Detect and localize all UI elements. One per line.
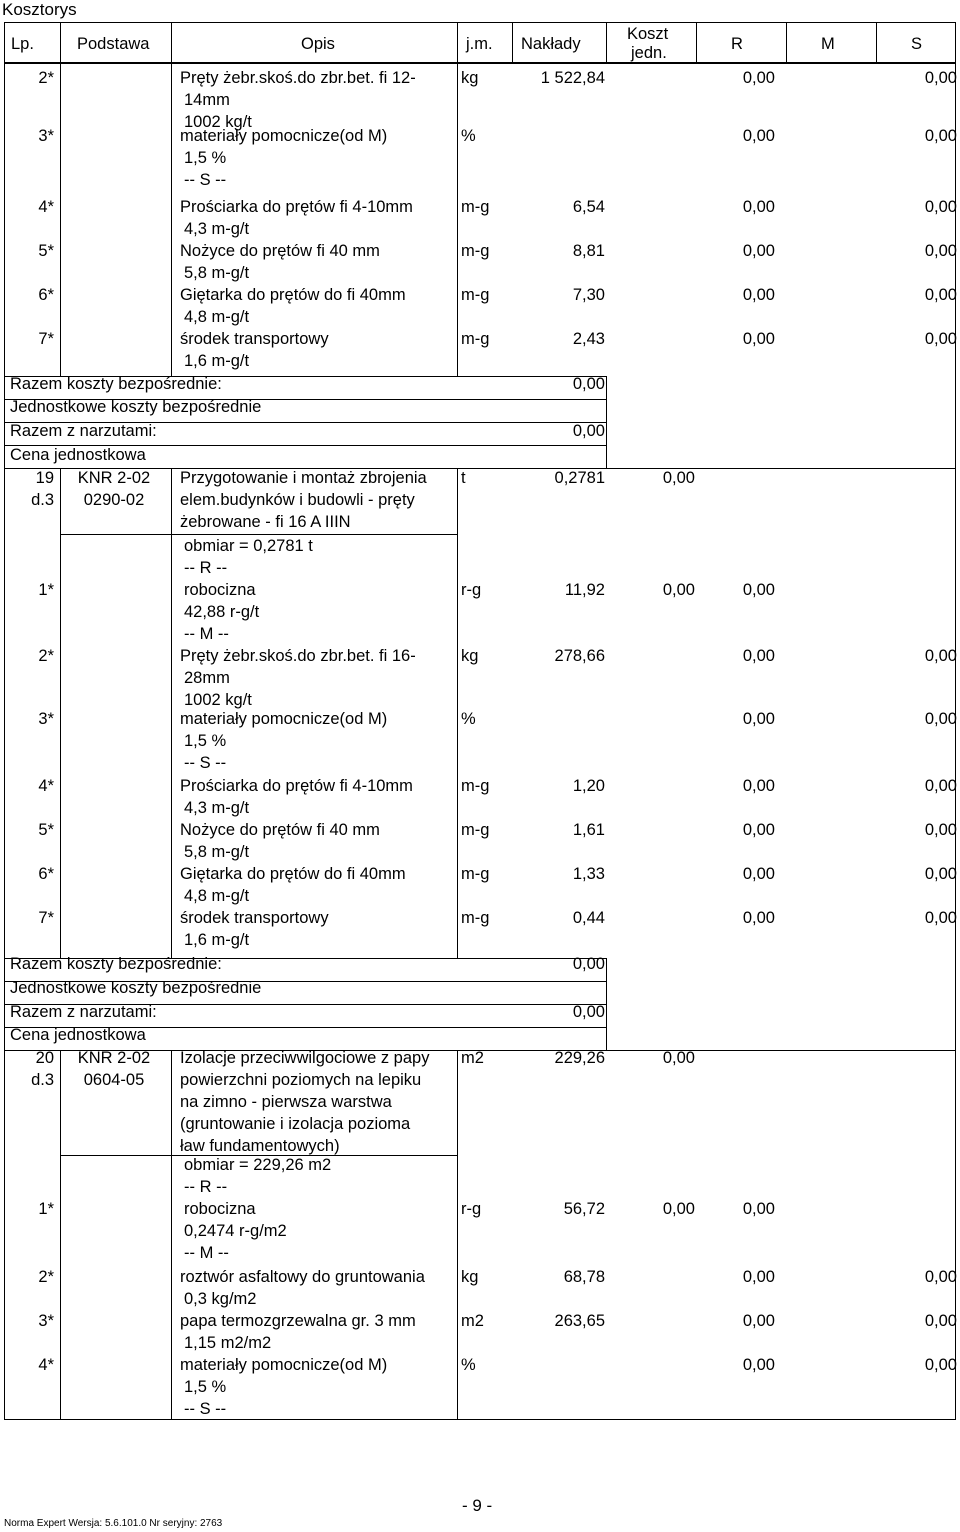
page-number: - 9 - bbox=[462, 1496, 493, 1515]
column-divider bbox=[171, 64, 172, 376]
summary-label: Cena jednostkowa bbox=[10, 1026, 146, 1044]
description-line: obmiar = 229,26 m2 bbox=[184, 1156, 332, 1174]
description-line: materiały pomocnicze(od M) bbox=[180, 1356, 388, 1374]
cost-m: 0,00 bbox=[742, 909, 775, 927]
description-line: robocizna bbox=[184, 581, 256, 599]
quantity: 0,2781 bbox=[554, 469, 605, 487]
quantity: 1 522,84 bbox=[540, 69, 605, 87]
column-divider bbox=[457, 64, 458, 376]
quantity: 7,30 bbox=[572, 286, 605, 304]
quantity: 229,26 bbox=[554, 1049, 605, 1067]
unit: % bbox=[461, 710, 476, 728]
column-divider bbox=[696, 22, 697, 64]
unit: m-g bbox=[461, 242, 490, 260]
summary-value: 0,00 bbox=[572, 422, 605, 440]
basis-code: KNR 2-02 bbox=[77, 1049, 151, 1067]
column-divider bbox=[606, 22, 607, 64]
position-number: 20 bbox=[35, 1049, 54, 1067]
col-koszt-jedn: jedn. bbox=[631, 44, 667, 62]
cost-s: 0,00 bbox=[924, 909, 957, 927]
col-r: R bbox=[731, 35, 743, 53]
summary-value: 0,00 bbox=[572, 375, 605, 393]
description-line: (gruntowanie i izolacja pozioma bbox=[180, 1115, 411, 1133]
description-line: 0,2474 r-g/m2 bbox=[184, 1222, 287, 1240]
cost-s: 0,00 bbox=[924, 127, 957, 145]
unit: m2 bbox=[461, 1312, 484, 1330]
cost-m: 0,00 bbox=[742, 821, 775, 839]
description-line: materiały pomocnicze(od M) bbox=[180, 710, 388, 728]
position-number: d.3 bbox=[31, 1071, 54, 1089]
column-divider bbox=[171, 22, 172, 64]
cost-s: 0,00 bbox=[924, 69, 957, 87]
description-line: Przygotowanie i montaż zbrojenia bbox=[180, 469, 427, 487]
cost-s: 0,00 bbox=[924, 1312, 957, 1330]
summary-label: Razem z narzutami: bbox=[10, 1003, 157, 1021]
item-number: 5* bbox=[38, 242, 54, 260]
description-line: Nożyce do prętów fi 40 mm bbox=[180, 821, 380, 839]
quantity: 6,54 bbox=[572, 198, 605, 216]
basis-code: 0604-05 bbox=[83, 1071, 145, 1089]
item-number: 6* bbox=[38, 286, 54, 304]
description-line: 1002 kg/t bbox=[184, 691, 252, 709]
col-koszt: Koszt bbox=[627, 25, 669, 43]
description-line: -- R -- bbox=[184, 1178, 228, 1196]
cost-r: 0,00 bbox=[662, 1049, 695, 1067]
unit: t bbox=[461, 469, 466, 487]
description-line: obmiar = 0,2781 t bbox=[184, 537, 313, 555]
cost-m: 0,00 bbox=[742, 1268, 775, 1286]
quantity: 1,61 bbox=[572, 821, 605, 839]
description-line: roztwór asfaltowy do gruntowania bbox=[180, 1268, 425, 1286]
description-line: środek transportowy bbox=[180, 909, 329, 927]
position-number: 19 bbox=[35, 469, 54, 487]
item-number: 2* bbox=[38, 647, 54, 665]
column-divider bbox=[171, 468, 172, 958]
summary-label: Jednostkowe koszty bezpośrednie bbox=[10, 398, 262, 416]
cost-m: 0,00 bbox=[742, 777, 775, 795]
quantity: 0,44 bbox=[572, 909, 605, 927]
cost-m: 0,00 bbox=[742, 1356, 775, 1374]
description-line: 5,8 m-g/t bbox=[184, 264, 250, 282]
cost-m: 0,00 bbox=[742, 865, 775, 883]
cost-m: 0,00 bbox=[742, 330, 775, 348]
column-divider bbox=[457, 22, 458, 64]
description-line: Giętarka do prętów do fi 40mm bbox=[180, 286, 406, 304]
item-number: 4* bbox=[38, 198, 54, 216]
cost-r: 0,00 bbox=[662, 581, 695, 599]
summary-label: Cena jednostkowa bbox=[10, 446, 146, 464]
summary-label: Razem koszty bezpośrednie: bbox=[10, 955, 222, 973]
item-number: 2* bbox=[38, 1268, 54, 1286]
summary-label: Jednostkowe koszty bezpośrednie bbox=[10, 979, 262, 997]
cost-s: 0,00 bbox=[924, 821, 957, 839]
col-lp: Lp. bbox=[11, 35, 34, 53]
unit: m-g bbox=[461, 330, 490, 348]
description-line: -- S -- bbox=[184, 754, 227, 772]
cost-m: 0,00 bbox=[742, 710, 775, 728]
column-divider bbox=[60, 64, 61, 376]
description-line: 1002 kg/t bbox=[184, 113, 252, 131]
quantity: 11,92 bbox=[564, 581, 605, 599]
description-line: 14mm bbox=[184, 91, 230, 109]
unit: m-g bbox=[461, 821, 490, 839]
column-divider bbox=[60, 468, 61, 958]
description-line: Prościarka do prętów fi 4-10mm bbox=[180, 777, 413, 795]
unit: m-g bbox=[461, 777, 490, 795]
unit: r-g bbox=[461, 1200, 482, 1218]
description-line: 4,3 m-g/t bbox=[184, 220, 250, 238]
cost-m: 0,00 bbox=[742, 1200, 775, 1218]
cost-s: 0,00 bbox=[924, 647, 957, 665]
position-number: d.3 bbox=[31, 491, 54, 509]
description-line: powierzchni poziomych na lepiku bbox=[180, 1071, 422, 1089]
column-divider bbox=[606, 376, 607, 468]
cost-s: 0,00 bbox=[924, 198, 957, 216]
cost-s: 0,00 bbox=[924, 330, 957, 348]
cost-s: 0,00 bbox=[924, 777, 957, 795]
description-line: Pręty żebr.skoś.do zbr.bet. fi 12- bbox=[180, 69, 416, 87]
description-line: Pręty żebr.skoś.do zbr.bet. fi 16- bbox=[180, 647, 416, 665]
description-line: 4,8 m-g/t bbox=[184, 308, 250, 326]
description-line: 0,3 kg/m2 bbox=[184, 1290, 257, 1308]
summary-value: 0,00 bbox=[572, 955, 605, 973]
description-line: środek transportowy bbox=[180, 330, 329, 348]
column-divider bbox=[876, 22, 877, 64]
quantity: 68,78 bbox=[563, 1268, 605, 1286]
description-line: elem.budynków i budowli - pręty bbox=[180, 491, 415, 509]
cost-r: 0,00 bbox=[662, 469, 695, 487]
description-line: 1,15 m2/m2 bbox=[184, 1334, 272, 1352]
cost-s: 0,00 bbox=[924, 242, 957, 260]
quantity: 2,43 bbox=[572, 330, 605, 348]
col-m: M bbox=[821, 35, 835, 53]
unit: % bbox=[461, 1356, 476, 1374]
col-naklady: Nakłady bbox=[521, 35, 581, 53]
description-line: -- M -- bbox=[184, 625, 229, 643]
quantity: 1,33 bbox=[572, 865, 605, 883]
item-number: 3* bbox=[38, 1312, 54, 1330]
cost-s: 0,00 bbox=[924, 1356, 957, 1374]
description-line: -- S -- bbox=[184, 171, 227, 189]
description-line: Izolacje przeciwwilgociowe z papy bbox=[180, 1049, 430, 1067]
cost-m: 0,00 bbox=[742, 1312, 775, 1330]
column-divider bbox=[60, 22, 61, 64]
cost-m: 0,00 bbox=[742, 127, 775, 145]
item-number: 3* bbox=[38, 710, 54, 728]
cost-m: 0,00 bbox=[742, 242, 775, 260]
cost-s: 0,00 bbox=[924, 710, 957, 728]
description-line: Giętarka do prętów do fi 40mm bbox=[180, 865, 406, 883]
description-line: 5,8 m-g/t bbox=[184, 843, 250, 861]
col-jm: j.m. bbox=[466, 35, 493, 53]
quantity: 1,20 bbox=[572, 777, 605, 795]
column-divider bbox=[606, 958, 607, 1050]
cost-m: 0,00 bbox=[742, 198, 775, 216]
item-number: 4* bbox=[38, 777, 54, 795]
item-number: 1* bbox=[38, 581, 54, 599]
cost-s: 0,00 bbox=[924, 286, 957, 304]
unit: kg bbox=[461, 1268, 479, 1286]
description-line: 28mm bbox=[184, 669, 230, 687]
unit: kg bbox=[461, 69, 479, 87]
document-title: Kosztorys bbox=[2, 0, 77, 19]
description-line: 1,5 % bbox=[184, 149, 227, 167]
row-divider bbox=[60, 534, 457, 535]
unit: m-g bbox=[461, 198, 490, 216]
description-line: robocizna bbox=[184, 1200, 256, 1218]
description-line: 4,3 m-g/t bbox=[184, 799, 250, 817]
column-divider bbox=[457, 468, 458, 958]
cost-m: 0,00 bbox=[742, 286, 775, 304]
column-divider bbox=[786, 22, 787, 64]
description-line: papa termozgrzewalna gr. 3 mm bbox=[180, 1312, 416, 1330]
description-line: -- R -- bbox=[184, 559, 228, 577]
col-podstawa: Podstawa bbox=[77, 35, 150, 53]
item-number: 4* bbox=[38, 1356, 54, 1374]
table-header bbox=[4, 22, 956, 64]
unit: % bbox=[461, 127, 476, 145]
description-line: 1,6 m-g/t bbox=[184, 931, 250, 949]
description-line: -- S -- bbox=[184, 1400, 227, 1418]
item-number: 5* bbox=[38, 821, 54, 839]
item-number: 3* bbox=[38, 127, 54, 145]
unit: r-g bbox=[461, 581, 482, 599]
unit: m2 bbox=[461, 1049, 484, 1067]
basis-code: 0290-02 bbox=[83, 491, 145, 509]
unit: kg bbox=[461, 647, 479, 665]
cost-r: 0,00 bbox=[662, 1200, 695, 1218]
description-line: Nożyce do prętów fi 40 mm bbox=[180, 242, 380, 260]
column-divider bbox=[60, 1050, 61, 1420]
cost-m: 0,00 bbox=[742, 69, 775, 87]
item-number: 6* bbox=[38, 865, 54, 883]
item-number: 7* bbox=[38, 330, 54, 348]
column-divider bbox=[512, 22, 513, 64]
description-line: 4,8 m-g/t bbox=[184, 887, 250, 905]
description-line: materiały pomocnicze(od M) bbox=[180, 127, 388, 145]
summary-label: Razem z narzutami: bbox=[10, 422, 157, 440]
item-number: 7* bbox=[38, 909, 54, 927]
description-line: 1,5 % bbox=[184, 732, 227, 750]
quantity: 263,65 bbox=[554, 1312, 605, 1330]
column-divider bbox=[457, 1050, 458, 1420]
item-number: 1* bbox=[38, 1200, 54, 1218]
description-line: 1,5 % bbox=[184, 1378, 227, 1396]
col-opis: Opis bbox=[301, 35, 335, 53]
summary-value: 0,00 bbox=[572, 1003, 605, 1021]
description-line: 1,6 m-g/t bbox=[184, 352, 250, 370]
cost-s: 0,00 bbox=[924, 865, 957, 883]
description-line: na zimno - pierwsza warstwa bbox=[180, 1093, 392, 1111]
cost-m: 0,00 bbox=[742, 647, 775, 665]
description-line: -- M -- bbox=[184, 1244, 229, 1262]
description-line: 42,88 r-g/t bbox=[184, 603, 260, 621]
quantity: 278,66 bbox=[554, 647, 605, 665]
cost-s: 0,00 bbox=[924, 1268, 957, 1286]
description-line: Prościarka do prętów fi 4-10mm bbox=[180, 198, 413, 216]
unit: m-g bbox=[461, 909, 490, 927]
column-divider bbox=[171, 1050, 172, 1420]
col-s: S bbox=[911, 35, 923, 53]
cost-m: 0,00 bbox=[742, 581, 775, 599]
description-line: ław fundamentowych) bbox=[180, 1137, 340, 1155]
summary-label: Razem koszty bezpośrednie: bbox=[10, 375, 222, 393]
unit: m-g bbox=[461, 865, 490, 883]
quantity: 56,72 bbox=[563, 1200, 605, 1218]
item-number: 2* bbox=[38, 69, 54, 87]
basis-code: KNR 2-02 bbox=[77, 469, 151, 487]
unit: m-g bbox=[461, 286, 490, 304]
description-line: żebrowane - fi 16 A IIIN bbox=[180, 513, 351, 531]
software-footer: Norma Expert Wersja: 5.6.101.0 Nr seryjny: 2763 bbox=[4, 1518, 223, 1529]
quantity: 8,81 bbox=[572, 242, 605, 260]
